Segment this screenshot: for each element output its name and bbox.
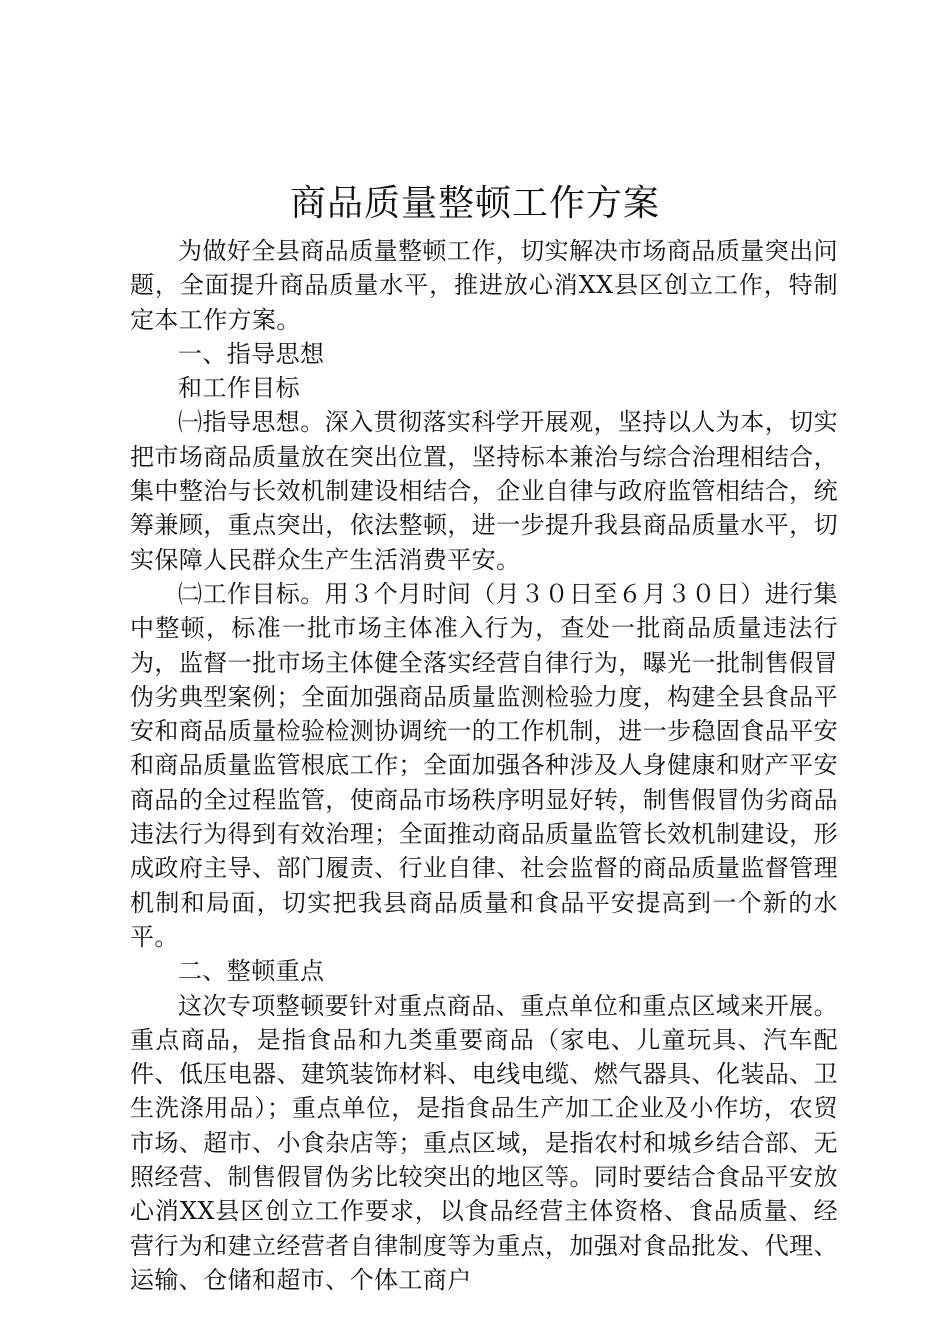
- section-heading-key-points: 二、整顿重点: [178, 957, 325, 986]
- guiding-thought-paragraph: ㈠指导思想。深入贯彻落实科学开展观，坚持以人为本，切实把市场商品质量放在突出位置，坚持标本兼治与综合治理相结合，集中整治与长效机制建设相结合，企业自律与政府监管相结合，统筹兼顾，重点突出，依法整顿，进一步提升我县商品质量水平，切实保障人民群众生产生活消费平安。: [130, 408, 838, 574]
- work-goal-paragraph: ㈡工作目标。用３个月时间（月３０日至６月３０日）进行集中整顿，标准一批市场主体准入行为，查处一批商品质量违法行为，监督一批市场主体健全落实经营自律行为，曝光一批制售假冒伪劣典型案例；全面加强商品质量监测检验力度，构建全县食品平安和商品质量检验检测协调统一的工作机制，进一步稳固食品平安和商品质量监管根底工作；全面加强各种涉及人身健康和财产平安商品的全过程监管，使商品市场秩序明显好转，制售假冒伪劣商品违法行为得到有效治理；全面推动商品质量监管长效机制建设，形成政府主导、部门履责、行业自律、社会监督的商品质量监督管理机制和局面，切实把我县商品质量和食品平安提高到一个新的水平。: [130, 579, 838, 951]
- key-points-paragraph: 这次专项整顿要针对重点商品、重点单位和重点区域来开展。重点商品，是指食品和九类重要商品（家电、儿童玩具、汽车配件、低压电器、建筑装饰材料、电线电缆、燃气器具、化装品、卫生洗涤用品）；重点单位，是指食品生产加工企业及小作坊，农贸市场、超市、小食杂店等；重点区域，是指农村和城乡结合部、无照经营、制售假冒伪劣比较突出的地区等。同时要结合食品平安放心消XX县区创立工作要求，以食品经营主体资格、食品质量、经营行为和建立经营者自律制度等为重点，加强对食品批发、代理、运输、仓储和超市、个体工商户: [130, 991, 838, 1294]
- section-heading-guiding-thought: 一、指导思想: [178, 339, 325, 368]
- document-body: [130, 234, 838, 1297]
- section-heading-continuation: 和工作目标: [178, 374, 300, 403]
- document-title: 商品质量整顿工作方案: [289, 183, 660, 224]
- intro-paragraph: 为做好全县商品质量整顿工作，切实解决市场商品质量突出问题，全面提升商品质量水平，推进放心消XX县区创立工作，特制定本工作方案。: [130, 237, 838, 334]
